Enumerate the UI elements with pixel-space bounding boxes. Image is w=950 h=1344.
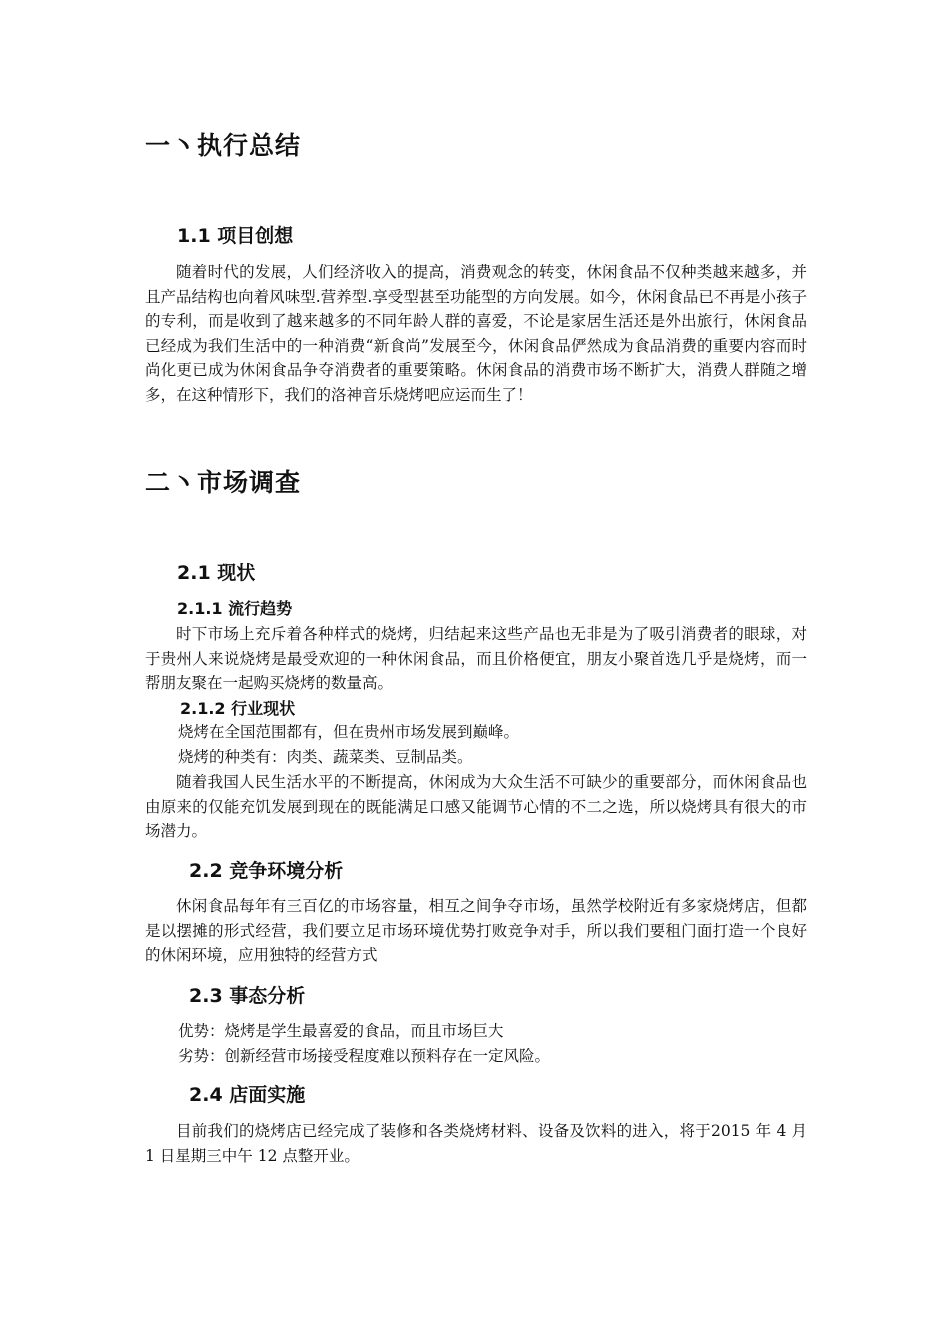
section-2-heading: 二丶市场调查 <box>145 468 302 497</box>
subsection-2-1-2-line-2: 烧烤的种类有：肉类、蔬菜类、豆制品类。 <box>178 748 473 766</box>
subsection-2-1-1-paragraph: 时下市场上充斥着各种样式的烧烤，归结起来这些产品也无非是为了吸引消费者的眼球，对于贵州人来说烧烤是最受欢迎的一种休闲食品，而且价格便宜，朋友小聚首选几乎是烧烤，而一帮朋友聚在一起购买烧烤的数量高。 <box>145 625 807 692</box>
subsection-2-1-2-line-1: 烧烤在全国范围都有，但在贵州市场发展到巅峰。 <box>178 723 520 741</box>
subsection-2-2-paragraph: 休闲食品每年有三百亿的市场容量，相互之间争夺市场，虽然学校附近有多家烧烤店，但都是以摆摊的形式经营，我们要立足市场环境优势打败竞争对手，所以我们要租门面打造一个良好的休闲环境，应用独特的经营方式 <box>145 897 807 964</box>
subsection-1-1-paragraph: 随着时代的发展，人们经济收入的提高，消费观念的转变，休闲食品不仅种类越来越多，并且产品结构也向着风味型.营养型.享受型甚至功能型的方向发展。如今，休闲食品已不再是小孩子的专利，而是收到了越来越多的不同年龄人群的喜爱，不论是家居生活还是外出旅行，休闲食品已经成为我们生活中的一种消费“新食尚”发展至今，休闲食品俨然成为食品消费的重要内容而时尚化更已成为休闲食品争夺消费者的重要策略。休闲食品的消费市场不断扩大，消费人群随之增多，在这种情形下，我们的洛神音乐烧烤吧应运而生了！ <box>145 263 807 404</box>
strength-line: 优势：烧烤是学生最喜爱的食品，而且市场巨大 <box>178 1022 504 1040</box>
subsection-2-1-1-heading: 2.1.1 流行趋势 <box>177 599 293 618</box>
subsection-2-2-heading: 2.2 竞争环境分析 <box>189 860 344 882</box>
subsection-1-1-heading: 1.1 项目创想 <box>177 225 294 247</box>
subsection-2-1-2-heading: 2.1.2 行业现状 <box>180 699 296 718</box>
subsection-2-3-heading: 2.3 事态分析 <box>189 985 306 1007</box>
subsection-2-4-heading: 2.4 店面实施 <box>189 1084 306 1106</box>
subsection-2-1-heading: 2.1 现状 <box>177 562 256 584</box>
section-1-heading: 一丶执行总结 <box>145 131 302 160</box>
subsection-2-1-2-paragraph: 随着我国人民生活水平的不断提高，休闲成为大众生活不可缺少的重要部分，而休闲食品也由原来的仅能充饥发展到现在的既能满足口感又能调节心情的不二之选，所以烧烤具有很大的市场潜力。 <box>145 773 807 840</box>
subsection-2-4-paragraph: 目前我们的烧烤店已经完成了装修和各类烧烤材料、设备及饮料的进入，将于2015 年 4 月 1 日星期三中午 12 点整开业。 <box>145 1122 807 1165</box>
weakness-line: 劣势：创新经营市场接受程度难以预料存在一定风险。 <box>178 1047 551 1065</box>
